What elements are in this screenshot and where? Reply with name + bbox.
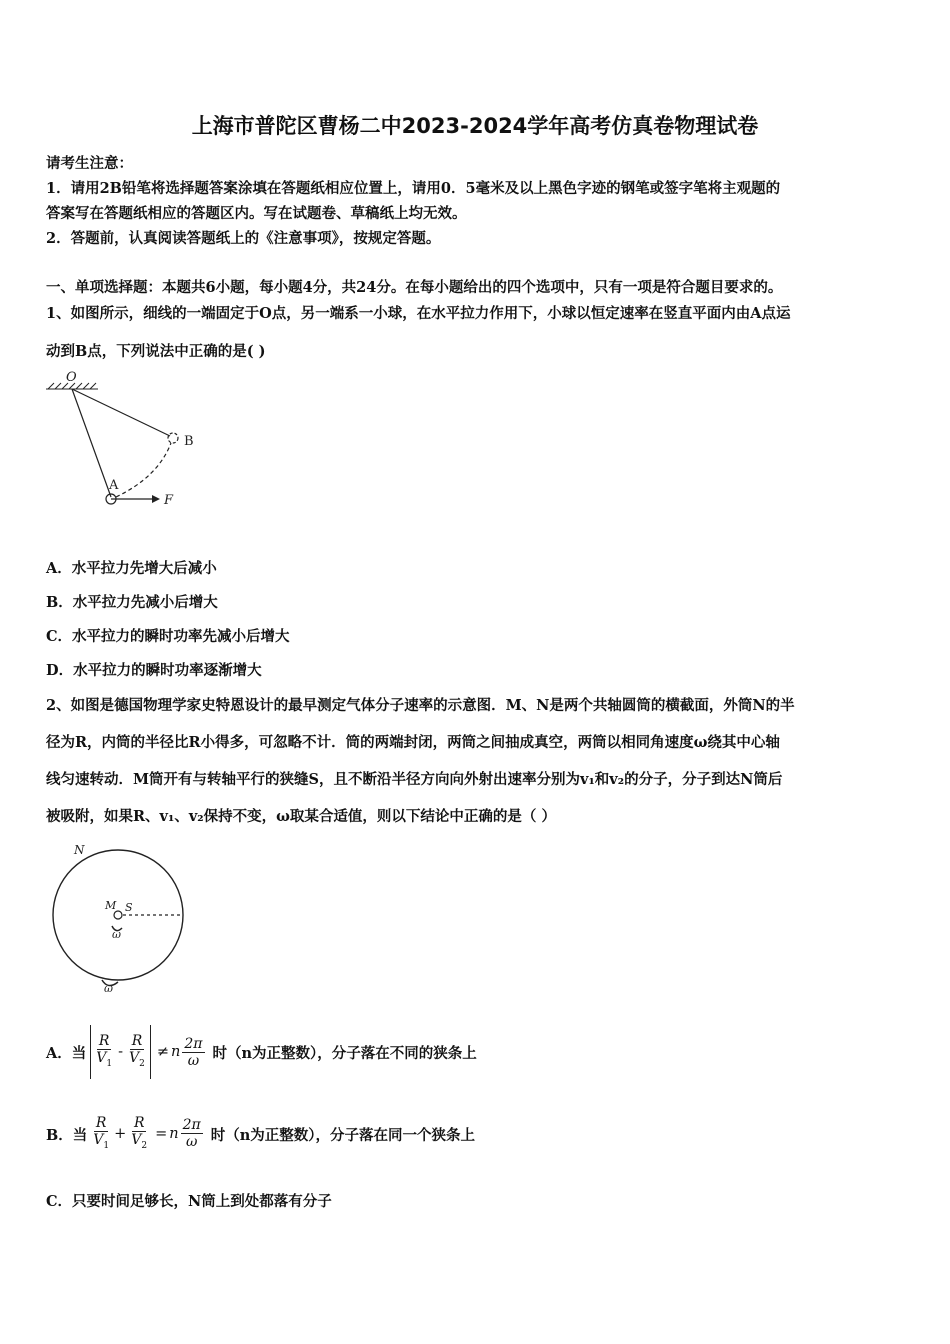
plus-sign: + — [114, 1125, 127, 1142]
ball-b — [168, 433, 178, 443]
n-var: n — [169, 1125, 179, 1142]
two-pi: 2π — [184, 1035, 203, 1052]
label-a: A — [109, 478, 119, 493]
q2-option-a-formula — [90, 1025, 204, 1079]
q2-option-a — [46, 1024, 477, 1080]
q2-stem-line-2: 径为R，内筒的半径比R小得多，可忽略不计．筒的两端封闭，两筒之间抽成真空，两筒以相同角速度ω绕其中心轴 — [46, 734, 780, 751]
q2-stem-line-1: 2、如图是德国物理学家史特恩设计的最早测定气体分子速率的示意图．M、N是两个共轴圆筒的横截面，外筒N的半 — [46, 697, 795, 714]
frac-v-denominator: V — [129, 1049, 140, 1066]
q2-option-a-suffix: 时（n为正整数），分子落在不同的狭条上 — [212, 1044, 477, 1062]
subscript-1: 1 — [106, 1058, 113, 1069]
notice-heading: 请考生注意： — [46, 155, 133, 172]
q2-option-b-suffix: 时（n为正整数），分子落在同一个狭条上 — [210, 1126, 476, 1144]
outer-cylinder-n — [53, 850, 183, 980]
n-var: n — [171, 1044, 181, 1060]
q2-option-b-formula — [91, 1115, 202, 1154]
label-s: S — [125, 901, 133, 914]
q1-option-a: A．水平拉力先增大后减小 — [46, 560, 217, 577]
label-b: B — [184, 434, 194, 449]
subscript-2: 2 — [139, 1058, 145, 1069]
q2-stem-line-4: 被吸附，如果R、v₁、v₂保持不变，ω取某合适值，则以下结论中正确的是（ ） — [46, 808, 556, 825]
subscript-2: 2 — [141, 1140, 148, 1151]
frac-v-denominator: V — [131, 1131, 142, 1148]
omega: ω — [185, 1134, 198, 1151]
subscript-1: 1 — [103, 1140, 110, 1151]
q2-option-b-prefix: B．当 — [46, 1126, 88, 1144]
q2-option-c: C．只要时间足够长，N筒上到处都落有分子 — [46, 1193, 332, 1210]
q1-option-b: B．水平拉力先减小后增大 — [46, 594, 218, 611]
label-n: N — [74, 843, 85, 857]
label-omega-outer: ω — [104, 982, 113, 995]
label-omega-inner: ω — [112, 928, 121, 941]
frac-r-numerator: R — [131, 1032, 143, 1049]
arc-path — [116, 443, 171, 497]
omega: ω — [187, 1052, 200, 1069]
notice-item-1-line-2: 答案写在答题纸相应的答题区内。写在试题卷、草稿纸上均无效。 — [46, 205, 467, 222]
q2-option-b — [46, 1108, 475, 1160]
q2-cylinder-figure — [46, 840, 196, 1000]
label-m: M — [105, 899, 117, 912]
inner-cylinder-m — [114, 911, 122, 919]
q1-option-c: C．水平拉力的瞬时功率先减小后增大 — [46, 628, 290, 645]
frac-r-numerator: R — [95, 1114, 107, 1131]
q1-pendulum-figure — [40, 365, 200, 515]
neq-sign: ≠ — [156, 1044, 170, 1060]
frac-r-numerator: R — [133, 1114, 145, 1131]
notice-item-2: 2．答题前，认真阅读答题纸上的《注意事项》，按规定答题。 — [46, 230, 441, 247]
q1-stem-line-2: 动到B点，下列说法中正确的是( ) — [46, 343, 266, 360]
force-arrow-head — [152, 495, 160, 503]
minus-sign: - — [118, 1044, 124, 1060]
q2-option-a-prefix: A．当 — [46, 1044, 87, 1062]
q2-stem-line-3: 线匀速转动．M筒开有与转轴平行的狭缝S，且不断沿半径方向向外射出速率分别为v₁和v₂的分子，分子到达N筒后 — [46, 771, 783, 788]
page-title: 上海市普陀区曹杨二中2023-2024学年高考仿真卷物理试卷 — [191, 114, 759, 138]
section-1-heading: 一、单项选择题：本题共6小题，每小题4分，共24分。在每小题给出的四个选项中，只有一项是符合题目要求的。 — [46, 279, 783, 296]
frac-r-numerator: R — [98, 1032, 110, 1049]
eq-sign: = — [155, 1125, 168, 1142]
notice-item-1-line-1: 1．请用2B铅笔将选择题答案涂填在答题纸相应位置上，请用0．5毫米及以上黑色字迹的钢笔或签字笔将主观题的 — [46, 180, 781, 197]
label-o: O — [66, 370, 77, 385]
q1-stem-line-1: 1、如图所示，细线的一端固定于O点，另一端系一小球，在水平拉力作用下，小球以恒定速率在竖直平面内由A点运 — [46, 305, 791, 322]
q1-option-d: D．水平拉力的瞬时功率逐渐增大 — [46, 662, 262, 679]
frac-v-denominator: V — [96, 1049, 107, 1066]
frac-v-denominator: V — [93, 1131, 104, 1148]
label-f: F — [164, 493, 174, 508]
two-pi: 2π — [182, 1117, 201, 1134]
